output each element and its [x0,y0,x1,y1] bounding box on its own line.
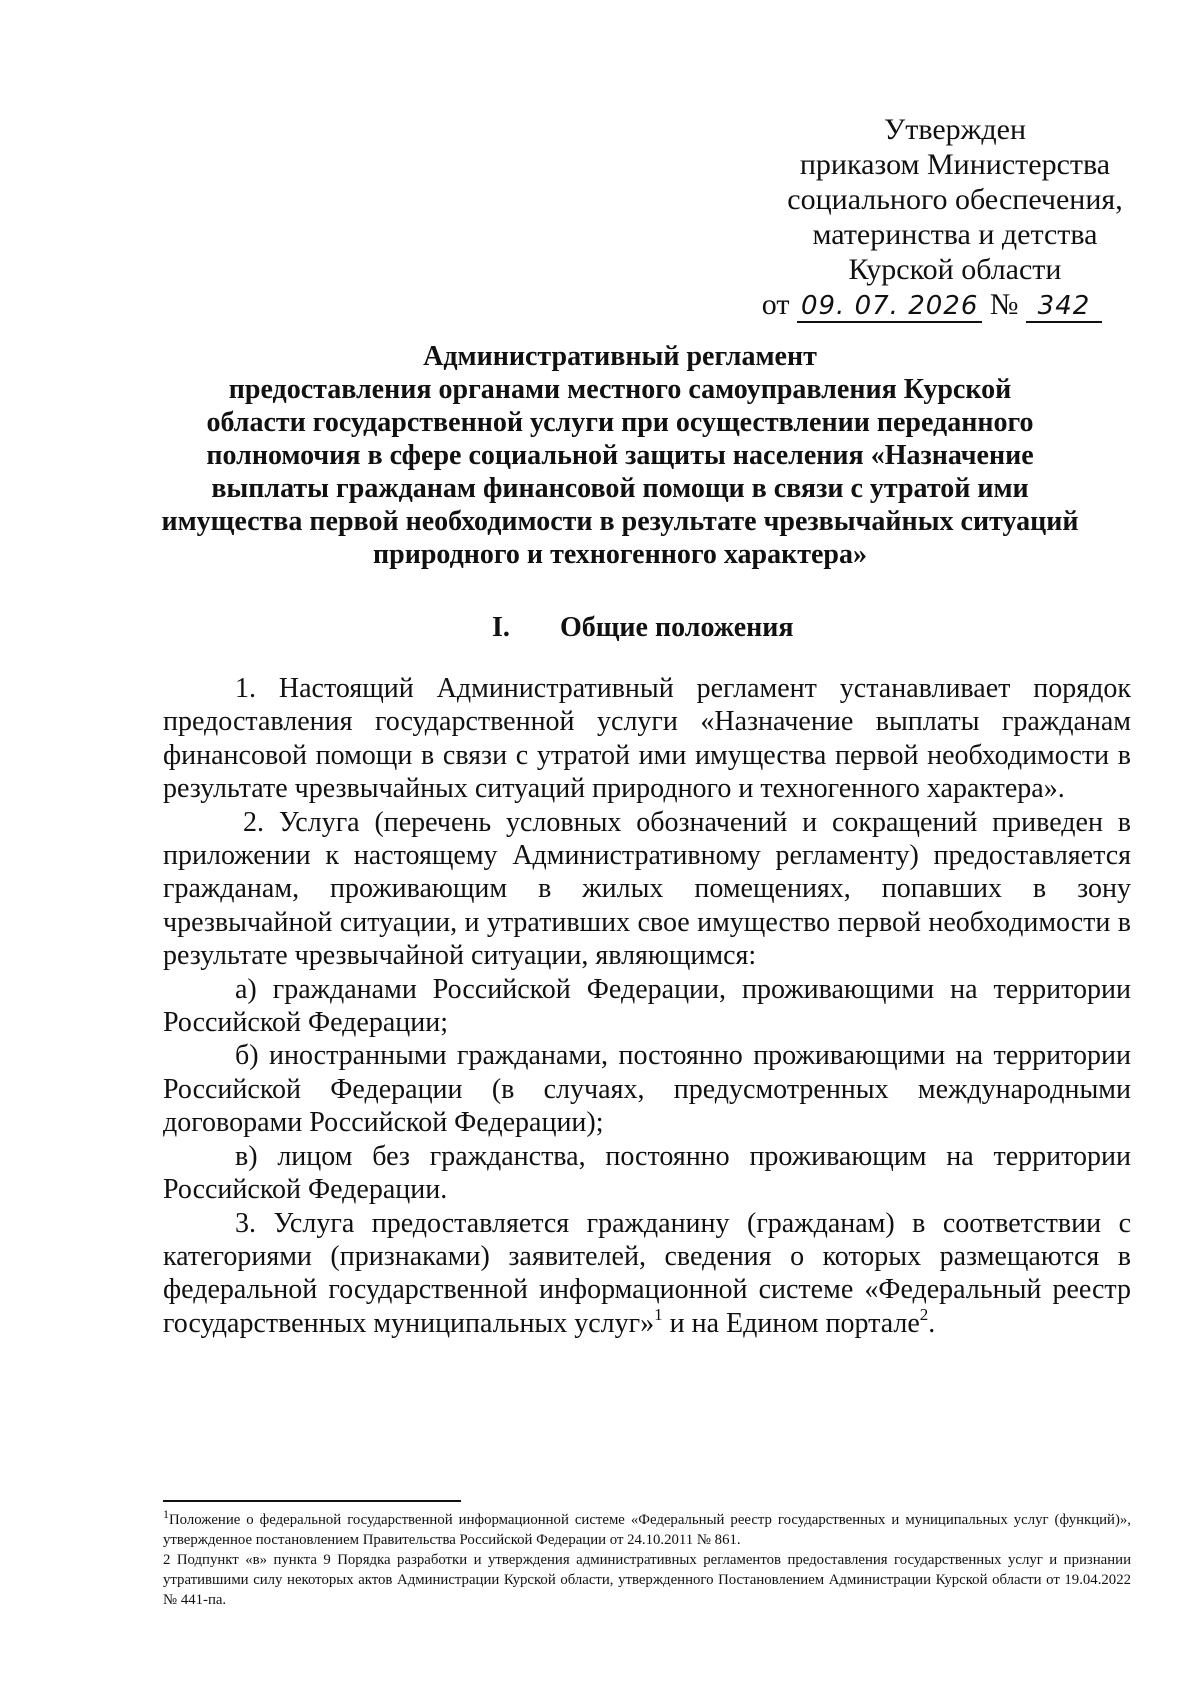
footnote-2: 2 Подпункт «в» пункта 9 Порядка разработки и утверждения административных регламентов предоставления государственных услуг и признании утратившими силу некоторых актов Администрации Курской области, утвержденного Постановлением Администрации Курской области от 19.04.2022 № 441-па. [163,1552,1131,1608]
handwritten-number: 342 [1026,291,1102,323]
footnote-1 [163,1507,1131,1550]
paragraph-3 [163,1207,1131,1341]
approval-line: Утвержден [883,113,1027,146]
footnotes [163,1507,1131,1610]
title-line: области государственной услуги при осуществлении переданного [206,407,1034,438]
approval-line: приказом Министерства [799,148,1111,181]
paragraph-3-text: 3. Услуга предоставляется гражданину (гражданам) в соответствии с категориями (признаками) заявителей, сведения о которых размещаются в федеральной государственной информационной системе «Федеральный реестр государственных муниципальных услуг» [163,1207,1131,1339]
footnote-ref-2[interactable]: 2 [919,1304,929,1324]
paragraph-1: 1. Настоящий Административный регламент устанавливает порядок предоставления государственной услуги «Назначение выплаты гражданам финансовой помощи в связи с утратой ими имущества первой необходимости в результате чрезвычайных ситуаций природного и техногенного характера». [163,673,1131,805]
approval-line: материнства и детства [812,218,1098,251]
title-line: природного и техногенного характера» [373,539,867,570]
paragraph-2: 2. Услуга (перечень условных обозначений и сокращений приведен в приложении к настоящему Административному регламенту) предоставляется гражданам, проживающим в жилых помещениях, попавших в зону чрезвычайной ситуации, и утративших свое имущество первой необходимости в результате чрезвычайной ситуации, являющимся: [163,806,1131,972]
paragraph-3-mid: и на Едином портале [662,1307,920,1339]
paragraph-2-c: в) лицом без гражданства, постоянно проживающим на территории Российской Федерации. [163,1140,1131,1206]
approval-date-number-line [760,287,1150,323]
document-body [163,672,1131,1340]
approval-line: социального обеспечения, [787,183,1123,216]
paragraph-2-a: а) гражданами Российской Федерации, проживающими на территории Российской Федерации; [163,973,1131,1039]
footnote-1-text: Положение о федеральной государственной информационной системе «Федеральный реестр государственных и муниципальных услуг (функций)», утвержденное постановлением Правительства Российской Федерации от 24.10.2011 № 861. [163,1512,1131,1548]
approval-stamp-block [760,112,1150,323]
footnote-divider [163,1500,461,1502]
date-prefix: от [761,288,790,321]
title-line: выплаты гражданам финансовой помощи в связи с утратой ими [211,473,1029,504]
title-line: имущества первой необходимости в результате чрезвычайных ситуаций [161,506,1079,537]
section-number: I. [492,612,510,643]
number-prefix: № [989,288,1019,321]
document-title [150,340,1090,571]
title-line: Административный регламент [423,341,817,372]
paragraph-2-b: б) иностранными гражданами, постоянно проживающими на территории Российской Федерации (в случаях, предусмотренных международными договорами Российской Федерации); [163,1040,1131,1139]
approval-line: Курской области [848,253,1062,286]
handwritten-date: 09. 07. 2026 [797,291,982,323]
footnote-ref-1[interactable]: 1 [654,1304,663,1324]
section-title: Общие положения [560,612,794,643]
title-line: предоставления органами местного самоуправления Курской [228,374,1012,405]
footnote-1-mark: 1 [163,1507,169,1521]
title-line: полномочия в сфере социальной защиты населения «Назначение [206,440,1034,471]
paragraph-3-end: . [928,1307,936,1339]
